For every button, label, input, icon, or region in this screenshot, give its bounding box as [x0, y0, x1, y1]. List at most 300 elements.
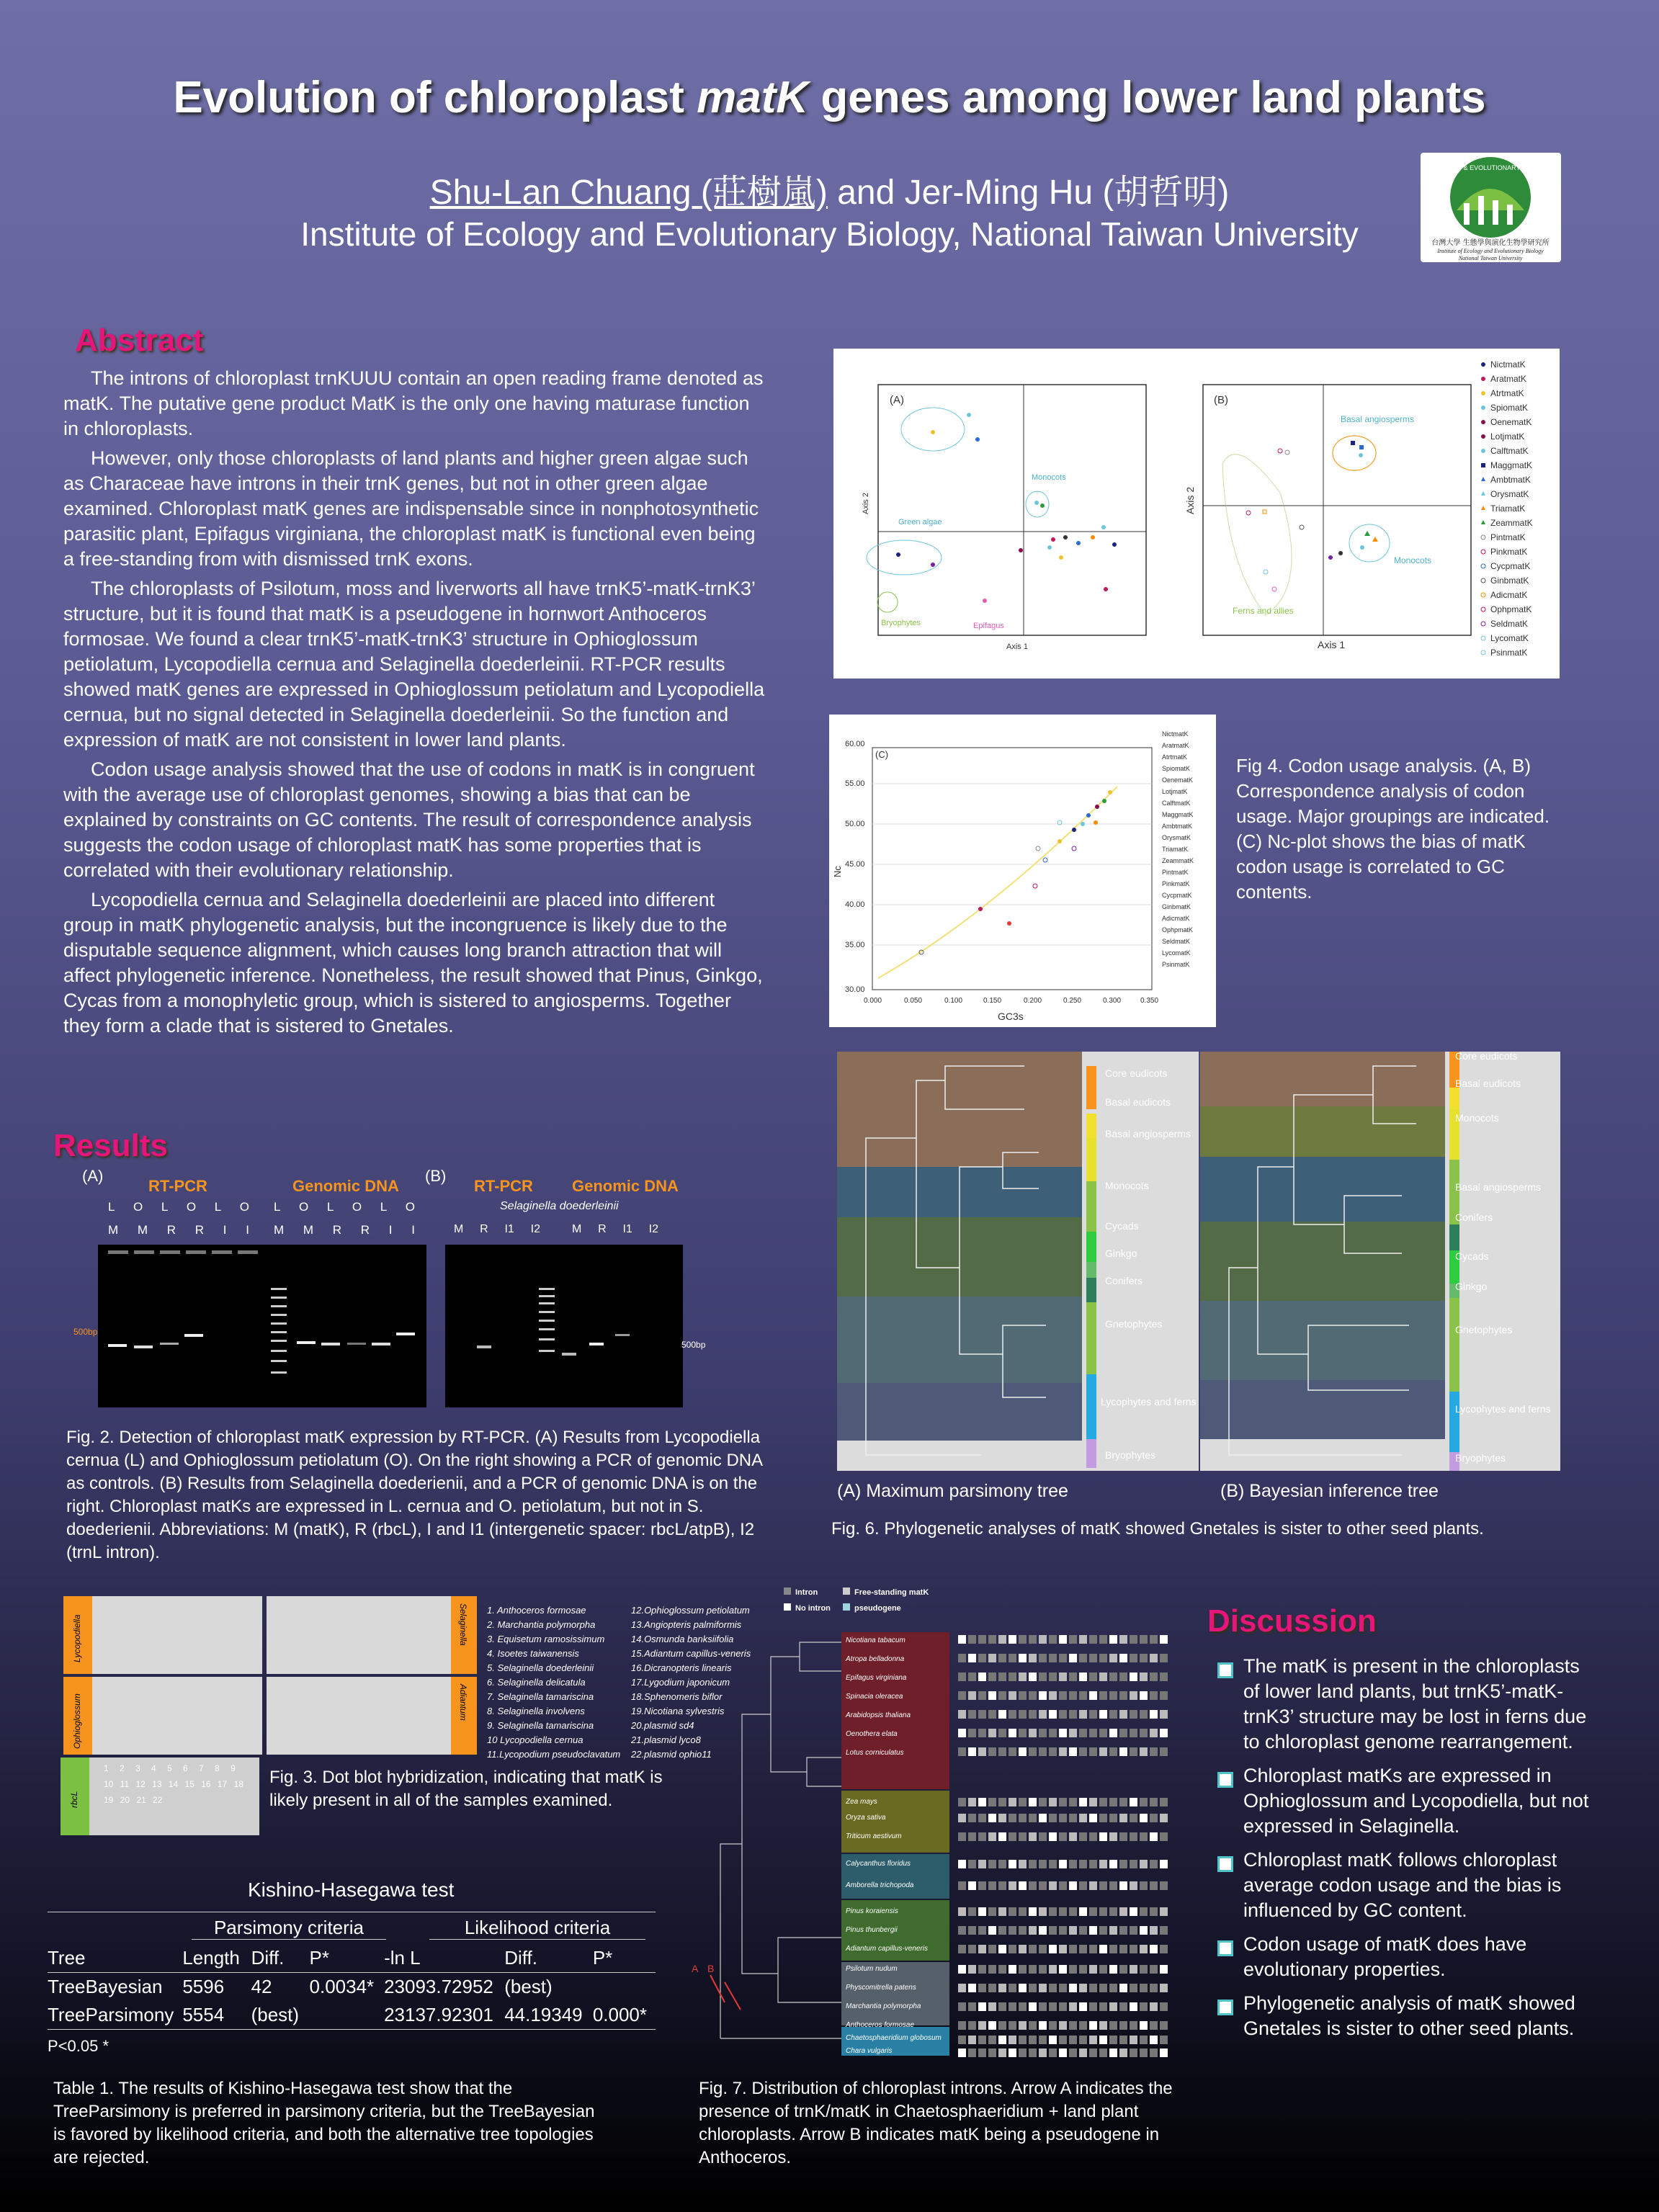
- lane-label: M: [572, 1223, 582, 1235]
- intron-cell: [978, 1798, 986, 1806]
- intron-cell: [1140, 1814, 1148, 1822]
- intron-cell: [1099, 1798, 1107, 1806]
- species-item: 21.plasmid lyco8: [631, 1734, 701, 1745]
- intron-cell: [1140, 1747, 1148, 1756]
- intron-cell: [1089, 2002, 1097, 2011]
- intron-cell: [1160, 1654, 1168, 1662]
- intron-cell: [1119, 1747, 1127, 1756]
- intron-cell: [1130, 1654, 1137, 1662]
- legend-item: PinkmatK: [1490, 547, 1528, 557]
- lane-label: L: [274, 1200, 281, 1214]
- lane-row: [572, 1223, 658, 1236]
- intron-cell: [1089, 2036, 1097, 2044]
- y-tick: 30.00: [845, 985, 865, 994]
- intron-cell: [1089, 1907, 1097, 1916]
- intron-cell: [1009, 1881, 1016, 1890]
- intron-cell: [1039, 1965, 1047, 1974]
- intron-cell: [1049, 1691, 1057, 1700]
- intron-cell: [1079, 1832, 1087, 1841]
- lane-label: O: [186, 1200, 197, 1214]
- intron-cell: [1130, 2002, 1137, 2011]
- intron-cell: [968, 2021, 976, 2030]
- tree-mp-label: (A) Maximum parsimony tree: [837, 1481, 1068, 1501]
- intron-cell: [1009, 1654, 1016, 1662]
- intron-cell: [1130, 1814, 1137, 1822]
- intron-cell: [1079, 1710, 1087, 1719]
- x-tick: 0.150: [983, 997, 1002, 1005]
- intron-cell: [998, 1814, 1006, 1822]
- arrow-a: A: [692, 1963, 699, 1974]
- species-item: 4. Isoetes taiwanensis: [487, 1648, 579, 1659]
- table1-caption: Table 1. The results of Kishino-Hasegawa test show that the TreeParsimony is preferred in parsimony criteria, but the TreeBayesian is favored by likelihood criteria, and both the alternative tree topologies are rejected.: [53, 2079, 595, 2167]
- intron-cell: [1019, 1945, 1027, 1953]
- cell: 23137.92301: [384, 2004, 493, 2025]
- intron-cell: [1079, 1965, 1087, 1974]
- intron-cell: [1130, 1945, 1137, 1953]
- intron-cell: [1009, 1673, 1016, 1681]
- lane-label: L: [326, 1200, 334, 1214]
- taxon-label: Amborella trichopoda: [846, 1881, 914, 1889]
- clade-label: Bryophytes: [1455, 1452, 1506, 1464]
- fig6-caption: Fig. 6. Phylogenetic analyses of matK showed Gnetales is sister to other seed plants.: [831, 1519, 1484, 1539]
- intron-cell: [1049, 1635, 1057, 1644]
- intron-cell: [1140, 1860, 1148, 1868]
- intron-cell: [978, 1654, 986, 1662]
- intron-cell: [1130, 1860, 1137, 1868]
- species-item: 20.plasmid sd4: [631, 1720, 694, 1731]
- x-tick: 0.000: [864, 997, 882, 1005]
- cell: 42: [251, 1976, 272, 1997]
- legend-item: AratmatK: [1490, 374, 1527, 384]
- intron-cell: [1009, 1965, 1016, 1974]
- intron-cell: [1160, 1881, 1168, 1890]
- species-item: 18.Sphenomeris biflor: [631, 1691, 723, 1702]
- intron-cell: [1029, 1635, 1037, 1644]
- legend-item: OenematK: [1162, 776, 1194, 784]
- intron-cell: [968, 2002, 976, 2011]
- lane-label: I: [246, 1223, 249, 1237]
- legend-item: pseudogene: [843, 1603, 901, 1613]
- poster-title: [0, 72, 1659, 123]
- species-item: 15.Adiantum capillus-veneris: [631, 1648, 751, 1659]
- intron-cell: [1059, 1984, 1067, 1992]
- intron-cell: [1059, 1832, 1067, 1841]
- intron-cell: [1069, 1710, 1077, 1719]
- intron-cell: [1029, 1965, 1037, 1974]
- intron-cell: [968, 1881, 976, 1890]
- intron-cell: [1029, 2021, 1037, 2030]
- intron-cell: [1140, 1965, 1148, 1974]
- intron-cell: [1089, 1798, 1097, 1806]
- intron-cell: [978, 2021, 986, 2030]
- cell: 5554: [182, 2004, 225, 2025]
- intron-cell: [1089, 2021, 1097, 2030]
- intron-cell: [1140, 2048, 1148, 2057]
- abstract-paragraph: Codon usage analysis showed that the use of codons in matK is in congruent with the average use of chloroplast genomes, showing a bias that can be explained by constraints on GC contents. The result of correspondence analysis suggests the codon usage of chloroplast matK has some properties that is correlated with their evolutionary relationship.: [63, 758, 755, 881]
- author-primary: Shu-Lan Chuang (莊樹嵐): [429, 174, 828, 212]
- intron-cell: [1089, 1673, 1097, 1681]
- intron-cell: [1150, 1860, 1158, 1868]
- intron-cell: [1130, 2036, 1137, 2044]
- intron-cell: [1130, 1710, 1137, 1719]
- intron-cell: [1079, 1945, 1087, 1953]
- intron-cell: [1119, 1635, 1127, 1644]
- legend-item: AtrtmatK: [1162, 753, 1188, 761]
- intron-cell: [1099, 1691, 1107, 1700]
- group-label: Monocots: [1394, 555, 1432, 565]
- table1-title: Kishino-Hasegawa test: [248, 1879, 455, 1901]
- intron-cell: [1069, 1860, 1077, 1868]
- intron-cell: [1059, 2036, 1067, 2044]
- intron-cell: [1059, 2048, 1067, 2057]
- tree-bi-panel: [1200, 1052, 1560, 1471]
- intron-cell: [1140, 1710, 1148, 1719]
- intron-cell: [1049, 1654, 1057, 1662]
- intron-cell: [988, 2048, 996, 2057]
- intron-cell: [998, 1832, 1006, 1841]
- intron-cell: [1109, 1691, 1117, 1700]
- taxon-label: Zea mays: [846, 1798, 877, 1806]
- intron-cell: [1059, 1729, 1067, 1737]
- species-item: 14.Osmunda banksiifolia: [631, 1634, 734, 1644]
- clade-label: Basal eudicots: [1455, 1078, 1521, 1089]
- taxon-label: Atropa belladonna: [846, 1655, 905, 1663]
- taxon-label: Anthoceros formosae: [846, 2021, 915, 2029]
- intron-cell: [1140, 1691, 1148, 1700]
- intron-cell: [1109, 1984, 1117, 1992]
- lane-label: R: [166, 1223, 176, 1237]
- intron-cell: [1059, 1945, 1067, 1953]
- intron-cell: [1019, 2048, 1027, 2057]
- intron-cell: [1069, 1965, 1077, 1974]
- intron-cell: [1049, 1729, 1057, 1737]
- intron-cell: [1079, 1673, 1087, 1681]
- intron-cell: [1130, 1691, 1137, 1700]
- intron-cell: [998, 1729, 1006, 1737]
- intron-cell: [958, 1747, 966, 1756]
- intron-cell: [1029, 1654, 1037, 1662]
- intron-cell: [968, 1654, 976, 1662]
- intron-cell: [1099, 1907, 1107, 1916]
- intron-cell: [958, 2036, 966, 2044]
- intron-cell: [1160, 1984, 1168, 1992]
- intron-cell: [998, 2036, 1006, 2044]
- intron-cell: [978, 1729, 986, 1737]
- lane-row: [108, 1223, 249, 1237]
- legend-item: AdicmatK: [1162, 915, 1190, 922]
- intron-cell: [1130, 1926, 1137, 1935]
- intron-cell: [1099, 1814, 1107, 1822]
- intron-cell: [1119, 1832, 1127, 1841]
- fig4a-label: (A): [890, 394, 904, 406]
- intron-cell: [1039, 1832, 1047, 1841]
- intron-cell: [1099, 1881, 1107, 1890]
- intron-cell: [958, 1984, 966, 1992]
- blot-numbers: 19 20 21 22: [104, 1795, 163, 1805]
- taxon-label: Epifagus virginiana: [846, 1674, 907, 1682]
- intron-cell: [1099, 1635, 1107, 1644]
- intron-cell: [1160, 1691, 1168, 1700]
- fig7-caption: Fig. 7. Distribution of chloroplast introns. Arrow A indicates the presence of trnK/matK in Chaetosphaeridium + land plant chloroplasts. Arrow B indicates matK being a pseudogene in Anthoceros.: [699, 2079, 1173, 2167]
- legend-item: CycpmatK: [1490, 561, 1531, 571]
- intron-cell: [1099, 1673, 1107, 1681]
- intron-cell: [1029, 1984, 1037, 1992]
- intron-cell: [1150, 2021, 1158, 2030]
- intron-cell: [1140, 1832, 1148, 1841]
- cell: 0.0034*: [309, 1976, 375, 1997]
- cell: (best): [251, 2004, 300, 2025]
- intron-cell: [968, 1814, 976, 1822]
- clade-label: Monocots: [1455, 1112, 1499, 1124]
- intron-cell: [1009, 1798, 1016, 1806]
- intron-cell: [988, 2036, 996, 2044]
- intron-cell: [1039, 1635, 1047, 1644]
- intron-cell: [998, 2002, 1006, 2011]
- intron-cell: [1140, 2036, 1148, 2044]
- blot-label: Adiantum: [458, 1684, 468, 1721]
- legend-item: ZeammatK: [1490, 518, 1533, 528]
- legend-item: PintmatK: [1162, 869, 1189, 876]
- species-item: 10 Lycopodiella cernua: [487, 1734, 583, 1745]
- intron-cell: [988, 1860, 996, 1868]
- intron-cell: [958, 1814, 966, 1822]
- intron-cell: [998, 1965, 1006, 1974]
- legend-item: TriamatK: [1490, 503, 1526, 514]
- intron-cell: [1119, 1926, 1127, 1935]
- legend-item: Free-standing matK: [843, 1588, 929, 1597]
- intron-cell: [1069, 1984, 1077, 1992]
- intron-cell: [1019, 2036, 1027, 2044]
- authors: [0, 164, 1659, 214]
- legend-item: AmbtmatK: [1162, 823, 1193, 830]
- intron-cell: [1069, 1945, 1077, 1953]
- intron-cell: [1039, 1945, 1047, 1953]
- cell: (best): [504, 1976, 553, 1997]
- intron-cell: [1119, 1798, 1127, 1806]
- intron-cell: [1160, 2048, 1168, 2057]
- intron-cell: [1160, 1926, 1168, 1935]
- intron-grid: [958, 1635, 1168, 2057]
- intron-cell: [1079, 2036, 1087, 2044]
- axis1-label: Axis 1: [1006, 642, 1028, 651]
- abstract-paragraph: Lycopodiella cernua and Selaginella doederleinii are placed into different group in matK phylogenetic analysis, but the incongruence is likely due to the disputable sequence alignment, which causes long branch attraction that will affect phylogenetic inference. Nonetheless, the result showed that Pinus, Ginkgo, Cycas from a monophyletic group, which is sistered to angiosperms. Together they form a clade that is sistered to Gnetales.: [63, 889, 763, 1036]
- clade-label: Ginkgo: [1455, 1281, 1488, 1292]
- intron-cell: [1119, 2048, 1127, 2057]
- taxon-label: Marchantia polymorpha: [846, 2002, 921, 2010]
- legend-item: SeldmatK: [1490, 619, 1529, 629]
- intron-cell: [998, 1673, 1006, 1681]
- intron-cell: [998, 1907, 1006, 1916]
- x-tick: 0.350: [1140, 997, 1159, 1005]
- intron-cell: [1039, 1926, 1047, 1935]
- lane-label: R: [194, 1223, 205, 1237]
- intron-cell: [1059, 1710, 1067, 1719]
- intron-cell: [1150, 2002, 1158, 2011]
- intron-cell: [958, 1729, 966, 1737]
- abstract-paragraph: The chloroplasts of Psilotum, moss and liverworts all have trnK5’-matK-trnK3’ structure, but it is found that matK is a pseudogene in hornwort Anthoceros formosae. We found a clear trnK5’-matK-trnK3’ structure in Ophioglossum petiolatum, Lycopodiella cernua and Selaginella doederleinii. RT-PCR results showed matK genes are expressed in Ophioglossum petiolatum and Lycopodiella cernua, but no signal detected in Selaginella doederleinii. So the function and expression of matK are not consistent in lower land plants.: [63, 578, 765, 751]
- lane-label: M: [303, 1223, 314, 1237]
- intron-cell: [1130, 2048, 1137, 2057]
- intron-cell: [988, 1654, 996, 1662]
- intron-cell: [1119, 2036, 1127, 2044]
- intron-cell: [1079, 1984, 1087, 1992]
- species-item: 12.Ophioglossum petiolatum: [631, 1605, 750, 1616]
- blot-image: [92, 1596, 262, 1674]
- clade-label: Conifers: [1455, 1212, 1493, 1223]
- intron-cell: [1109, 1747, 1117, 1756]
- intron-cell: [978, 1926, 986, 1935]
- intron-cell: [1109, 1729, 1117, 1737]
- intron-cell: [1019, 2002, 1027, 2011]
- intron-cell: [988, 1635, 996, 1644]
- intron-cell: [1140, 1673, 1148, 1681]
- blot-label: Selaginella: [458, 1603, 468, 1646]
- intron-cell: [958, 1832, 966, 1841]
- intron-cell: [1049, 1945, 1057, 1953]
- intron-cell: [1099, 1945, 1107, 1953]
- intron-cell: [958, 1881, 966, 1890]
- intron-cell: [1039, 2021, 1047, 2030]
- intron-cell: [1019, 1673, 1027, 1681]
- intron-cell: [1119, 1907, 1127, 1916]
- intron-cell: [1150, 1635, 1158, 1644]
- intron-cell: [988, 1832, 996, 1841]
- intron-cell: [1059, 2002, 1067, 2011]
- intron-cell: [968, 1860, 976, 1868]
- intron-cell: [1019, 1654, 1027, 1662]
- intron-cell: [978, 2036, 986, 2044]
- legend-item: SeldmatK: [1162, 938, 1191, 945]
- cell: 5596: [182, 1976, 225, 1997]
- intron-cell: [1059, 1860, 1067, 1868]
- intron-cell: [968, 1729, 976, 1737]
- intron-cell: [1109, 1635, 1117, 1644]
- intron-cell: [1160, 1945, 1168, 1953]
- taxon-label: Physcomitrella patens: [846, 1984, 916, 1992]
- intron-cell: [1029, 1907, 1037, 1916]
- intron-cell: [1160, 1747, 1168, 1756]
- blot-tag: [451, 1677, 477, 1755]
- intron-cell: [1150, 2048, 1158, 2057]
- intron-cell: [1029, 1926, 1037, 1935]
- intron-cell: [1009, 2002, 1016, 2011]
- intron-cell: [1130, 1965, 1137, 1974]
- fig2b-species: Selaginella doederleinii: [500, 1200, 619, 1212]
- legend-item: CycpmatK: [1162, 892, 1192, 899]
- intron-cell: [958, 1907, 966, 1916]
- lane-label: M: [108, 1223, 119, 1237]
- intron-cell: [968, 1926, 976, 1935]
- intron-cell: [1029, 1945, 1037, 1953]
- intron-cell: [1079, 1691, 1087, 1700]
- intron-cell: [1049, 1907, 1057, 1916]
- intron-cell: [1150, 1965, 1158, 1974]
- tree-bi-label: (B) Bayesian inference tree: [1220, 1481, 1439, 1501]
- intron-cell: [1089, 1654, 1097, 1662]
- intron-cell: [1160, 1635, 1168, 1644]
- intron-cell: [968, 1710, 976, 1719]
- intron-cell: [1069, 1691, 1077, 1700]
- intron-cell: [1069, 1673, 1077, 1681]
- intron-cell: [958, 2021, 966, 2030]
- intron-cell: [1009, 1945, 1016, 1953]
- lane-label: R: [480, 1223, 488, 1235]
- intron-cell: [978, 2048, 986, 2057]
- intron-cell: [1059, 1907, 1067, 1916]
- intron-cell: [998, 1747, 1006, 1756]
- species-item: 8. Selaginella involvens: [487, 1706, 585, 1716]
- intron-cell: [968, 1907, 976, 1916]
- title-part: Evolution of chloroplast: [173, 73, 697, 122]
- intron-cell: [968, 1747, 976, 1756]
- lane-label: L: [108, 1200, 115, 1214]
- lane-label: O: [299, 1200, 309, 1214]
- legend-item: No intron: [784, 1603, 831, 1613]
- lane-label: L: [380, 1200, 388, 1214]
- intron-cell: [988, 1965, 996, 1974]
- lane-label: R: [598, 1223, 607, 1235]
- clade-label: Monocots: [1105, 1180, 1149, 1191]
- intron-cell: [1099, 1926, 1107, 1935]
- intron-cell: [1160, 1965, 1168, 1974]
- intron-cell: [1009, 1691, 1016, 1700]
- legend-item: GinbmatK: [1162, 903, 1191, 910]
- legend-item: Intron: [784, 1588, 818, 1597]
- species-item: 7. Selaginella tamariscina: [487, 1691, 594, 1702]
- taxon-label: Spinacia oleracea: [846, 1693, 903, 1701]
- intron-cell: [1019, 1926, 1027, 1935]
- nc-points: [919, 790, 1112, 954]
- intron-cell: [1049, 1984, 1057, 1992]
- cell: 0.000*: [592, 2004, 647, 2025]
- intron-cell: [1019, 1814, 1027, 1822]
- intron-cell: [1109, 1814, 1117, 1822]
- legend-item: PintmatK: [1490, 532, 1526, 542]
- affiliation: Institute of Ecology and Evolutionary Biology, National Taiwan University: [300, 215, 1359, 253]
- legend-item: OphpmatK: [1162, 926, 1194, 933]
- intron-cell: [1049, 2036, 1057, 2044]
- lane-row: [274, 1223, 415, 1237]
- intron-cell: [1119, 2002, 1127, 2011]
- intron-cell: [1069, 1926, 1077, 1935]
- blot-numbers: 10 11 12 13 14 15 16 17 18: [104, 1779, 243, 1789]
- intron-cell: [1059, 1881, 1067, 1890]
- intron-cell: [978, 1710, 986, 1719]
- intron-cell: [1079, 1860, 1087, 1868]
- fig4c-label: (C): [875, 749, 889, 760]
- legend-item: SpiomatK: [1162, 765, 1191, 772]
- fig4-c-panel: [829, 715, 1216, 1027]
- intron-cell: [1130, 1673, 1137, 1681]
- fig4b-label: (B): [1214, 394, 1228, 406]
- group-header: Parsimony criteria: [192, 1917, 386, 1940]
- intron-cell: [1160, 1673, 1168, 1681]
- intron-cell: [1029, 2048, 1037, 2057]
- intron-cell: [988, 1691, 996, 1700]
- intron-cell: [1089, 1832, 1097, 1841]
- intron-cell: [1049, 1965, 1057, 1974]
- fig3-caption: Fig. 3. Dot blot hybridization, indicating that matK is likely present in all of the samples examined.: [269, 1768, 663, 1810]
- intron-cell: [1039, 1798, 1047, 1806]
- ca-points-a: [896, 413, 1117, 603]
- intron-cell: [1069, 2021, 1077, 2030]
- intron-cell: [1029, 1832, 1037, 1841]
- species-item: 9. Selaginella tamariscina: [487, 1720, 594, 1731]
- intron-cell: [1130, 1747, 1137, 1756]
- intron-cell: [1089, 1729, 1097, 1737]
- logo-arc-text: ECOLOGY & EVOLUTIONARY BIOLOGY: [1429, 164, 1552, 171]
- author-secondary: and Jer-Ming Hu (胡哲明): [827, 174, 1230, 212]
